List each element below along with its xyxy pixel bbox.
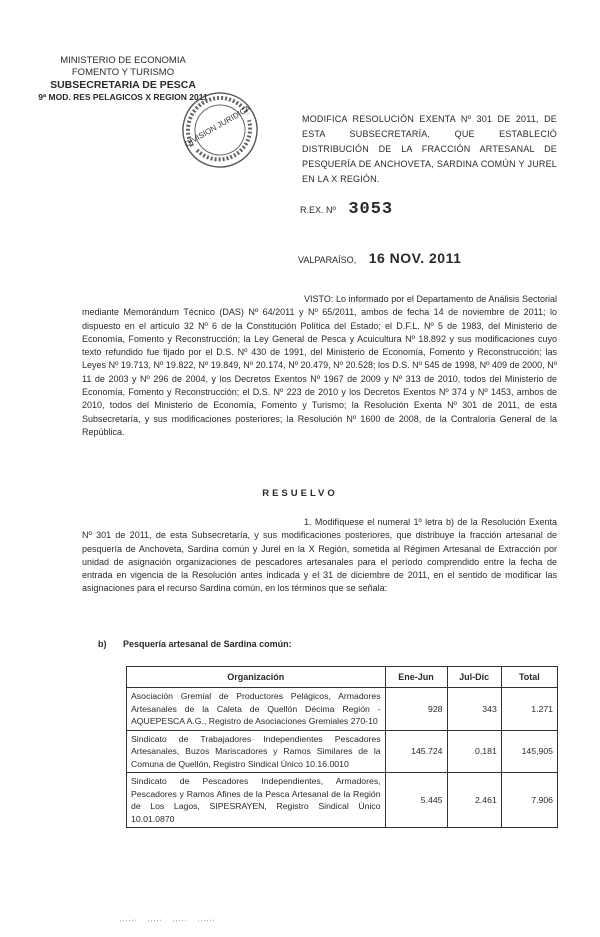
jul-dic-cell: 0,181 <box>447 730 501 773</box>
resolution-number: 3053 <box>348 200 394 219</box>
org-cell: Sindicato de Pescadores Independientes, Armadores, Pescadores y Ramos Afines de la Pesca Artesanal de la Región de Los Lagos, SIPESRAYEN, Registro Sindical Único 10.01.0870 <box>127 773 386 828</box>
total-cell: 145,905 <box>501 730 557 773</box>
modification-code: 9ª MOD. RES PELAGICOS X REGION 2011 <box>38 92 208 102</box>
jul-dic-cell: 2.461 <box>447 773 501 828</box>
division-juridica-stamp <box>178 88 262 172</box>
resuelvo-heading: RESUELVO <box>262 488 338 499</box>
ene-jun-cell: 928 <box>385 688 447 731</box>
subsecretaria-name: SUBSECRETARIA DE PESCA <box>50 79 196 91</box>
visto-paragraph: VISTO: Lo informado por el Departamento de Análisis Sectorial mediante Memorándum Técnico (DAS) Nº 64/2011 y Nº 65/2011, ambos de fecha 14 de noviembre de 2011; lo dispuesto en el artículo 32 Nº 6 de la Constitución Política del Estado; el D.F.L. Nº 5 de 1983, del Ministerio de Economía, Fomento y Reconstrucción; la Ley General de Pesca y Acuicultura Nº 18.892 y sus modificaciones cuyo texto refundido fue fijado por el D.S. Nº 430 de 1991, del Ministerio de Economía, Fomento y Reconstrucción; las Leyes Nº 19.713, Nº 19.822, Nº 19.849, Nº 20.174, Nº 20.479, Nº 20.528; los D.S. Nº 545 de 1998, Nº 409 de 2000, Nº 11 de 2003 y Nº 296 de 2004, y los Decretos Exentos Nº 1967 de 2009 y Nº 313 de 2010, todos del Ministerio de Economía, Fomento y Reconstrucción; el D.S. Nº 223 de 2010 y los Decretos Exentos Nº 374 y Nº 1453, ambos de 2010, todos del Ministerio de Economía, Fomento y Turismo; la Resolución Exenta Nº 301 de 2011, de esta Subsecretaría, y sus modificaciones posteriores; la Resolución Nº 1600 de 2008, de la Contraloría General de la República. <box>82 294 557 437</box>
place-date-line <box>298 250 461 266</box>
col-organizacion: Organización <box>127 667 386 688</box>
col-jul-dic: Jul-Dic <box>447 667 501 688</box>
table-row <box>127 773 558 828</box>
col-total: Total <box>501 667 557 688</box>
allocation-table <box>126 666 558 828</box>
table-header-row <box>127 667 558 688</box>
section-b-heading <box>98 639 292 649</box>
ministry-name: MINISTERIO DE ECONOMIA <box>60 55 186 66</box>
resolution-date: 16 NOV. 2011 <box>368 250 462 266</box>
stamp-text: DIVISION JURIDICA <box>183 103 253 149</box>
place: VALPARAÍSO, <box>298 255 357 265</box>
resolution-label: R.EX. Nº <box>300 205 336 215</box>
ministry-subname: FOMENTO Y TURISMO <box>71 67 175 78</box>
org-cell: Asociación Gremial de Productores Pelágicos, Armadores Artesanales de la Caleta de Quellón Décima Región - AQUEPESCA A.G., Registro de Asociaciones Gremiales 270-10 <box>127 688 386 731</box>
ene-jun-cell: 145.724 <box>385 730 447 773</box>
jul-dic-cell: 343 <box>447 688 501 731</box>
ene-jun-cell: 5.445 <box>385 773 447 828</box>
scan-mark <box>118 915 218 925</box>
total-cell: 7.906 <box>501 773 557 828</box>
section-b-title: Pesquería artesanal de Sardina común: <box>123 639 292 649</box>
resolution-number-line <box>300 200 393 219</box>
table-row <box>127 688 558 731</box>
item-1-paragraph: 1. Modifíquese el numeral 1º letra b) de la Resolución Exenta Nº 301 de 2011, de esta Subsecretaría, y sus modificaciones posteriores, que distribuye la fracción artesanal de pesquería de Anchoveta, Sardina común y Jurel en la X Región, sometida al Régimen Artesanal de Extracción por unidad de asignación organizaciones de pescadores artesanales para el período comprendido entre la fecha de entrada en vigencia de la Resolución antes indicada y el 31 de diciembre de 2011, en el sentido de modificar las asignaciones para el recurso Sardina común, en los términos que se señala: <box>82 517 557 594</box>
section-b-label: b) <box>98 639 107 649</box>
table-row <box>127 730 558 773</box>
resolution-heading: MODIFICA RESOLUCIÓN EXENTA Nº 301 DE 2011, DE ESTA SUBSECRETARÍA, QUE ESTABLECIÓ DISTRIBUCIÓN DE LA FRACCIÓN ARTESANAL DE PESQUERÍA DE ANCHOVETA, SARDINA COMÚN Y JUREL EN LA X REGIÓN. <box>302 114 557 184</box>
col-ene-jun: Ene-Jun <box>385 667 447 688</box>
total-cell: 1.271 <box>501 688 557 731</box>
org-cell: Sindicato de Trabajadores Independientes Pescadores Artesanales, Buzos Mariscadores y Ramos Similares de la Comuna de Quellón, Registro Sindical Único 10.16.0010 <box>127 730 386 773</box>
